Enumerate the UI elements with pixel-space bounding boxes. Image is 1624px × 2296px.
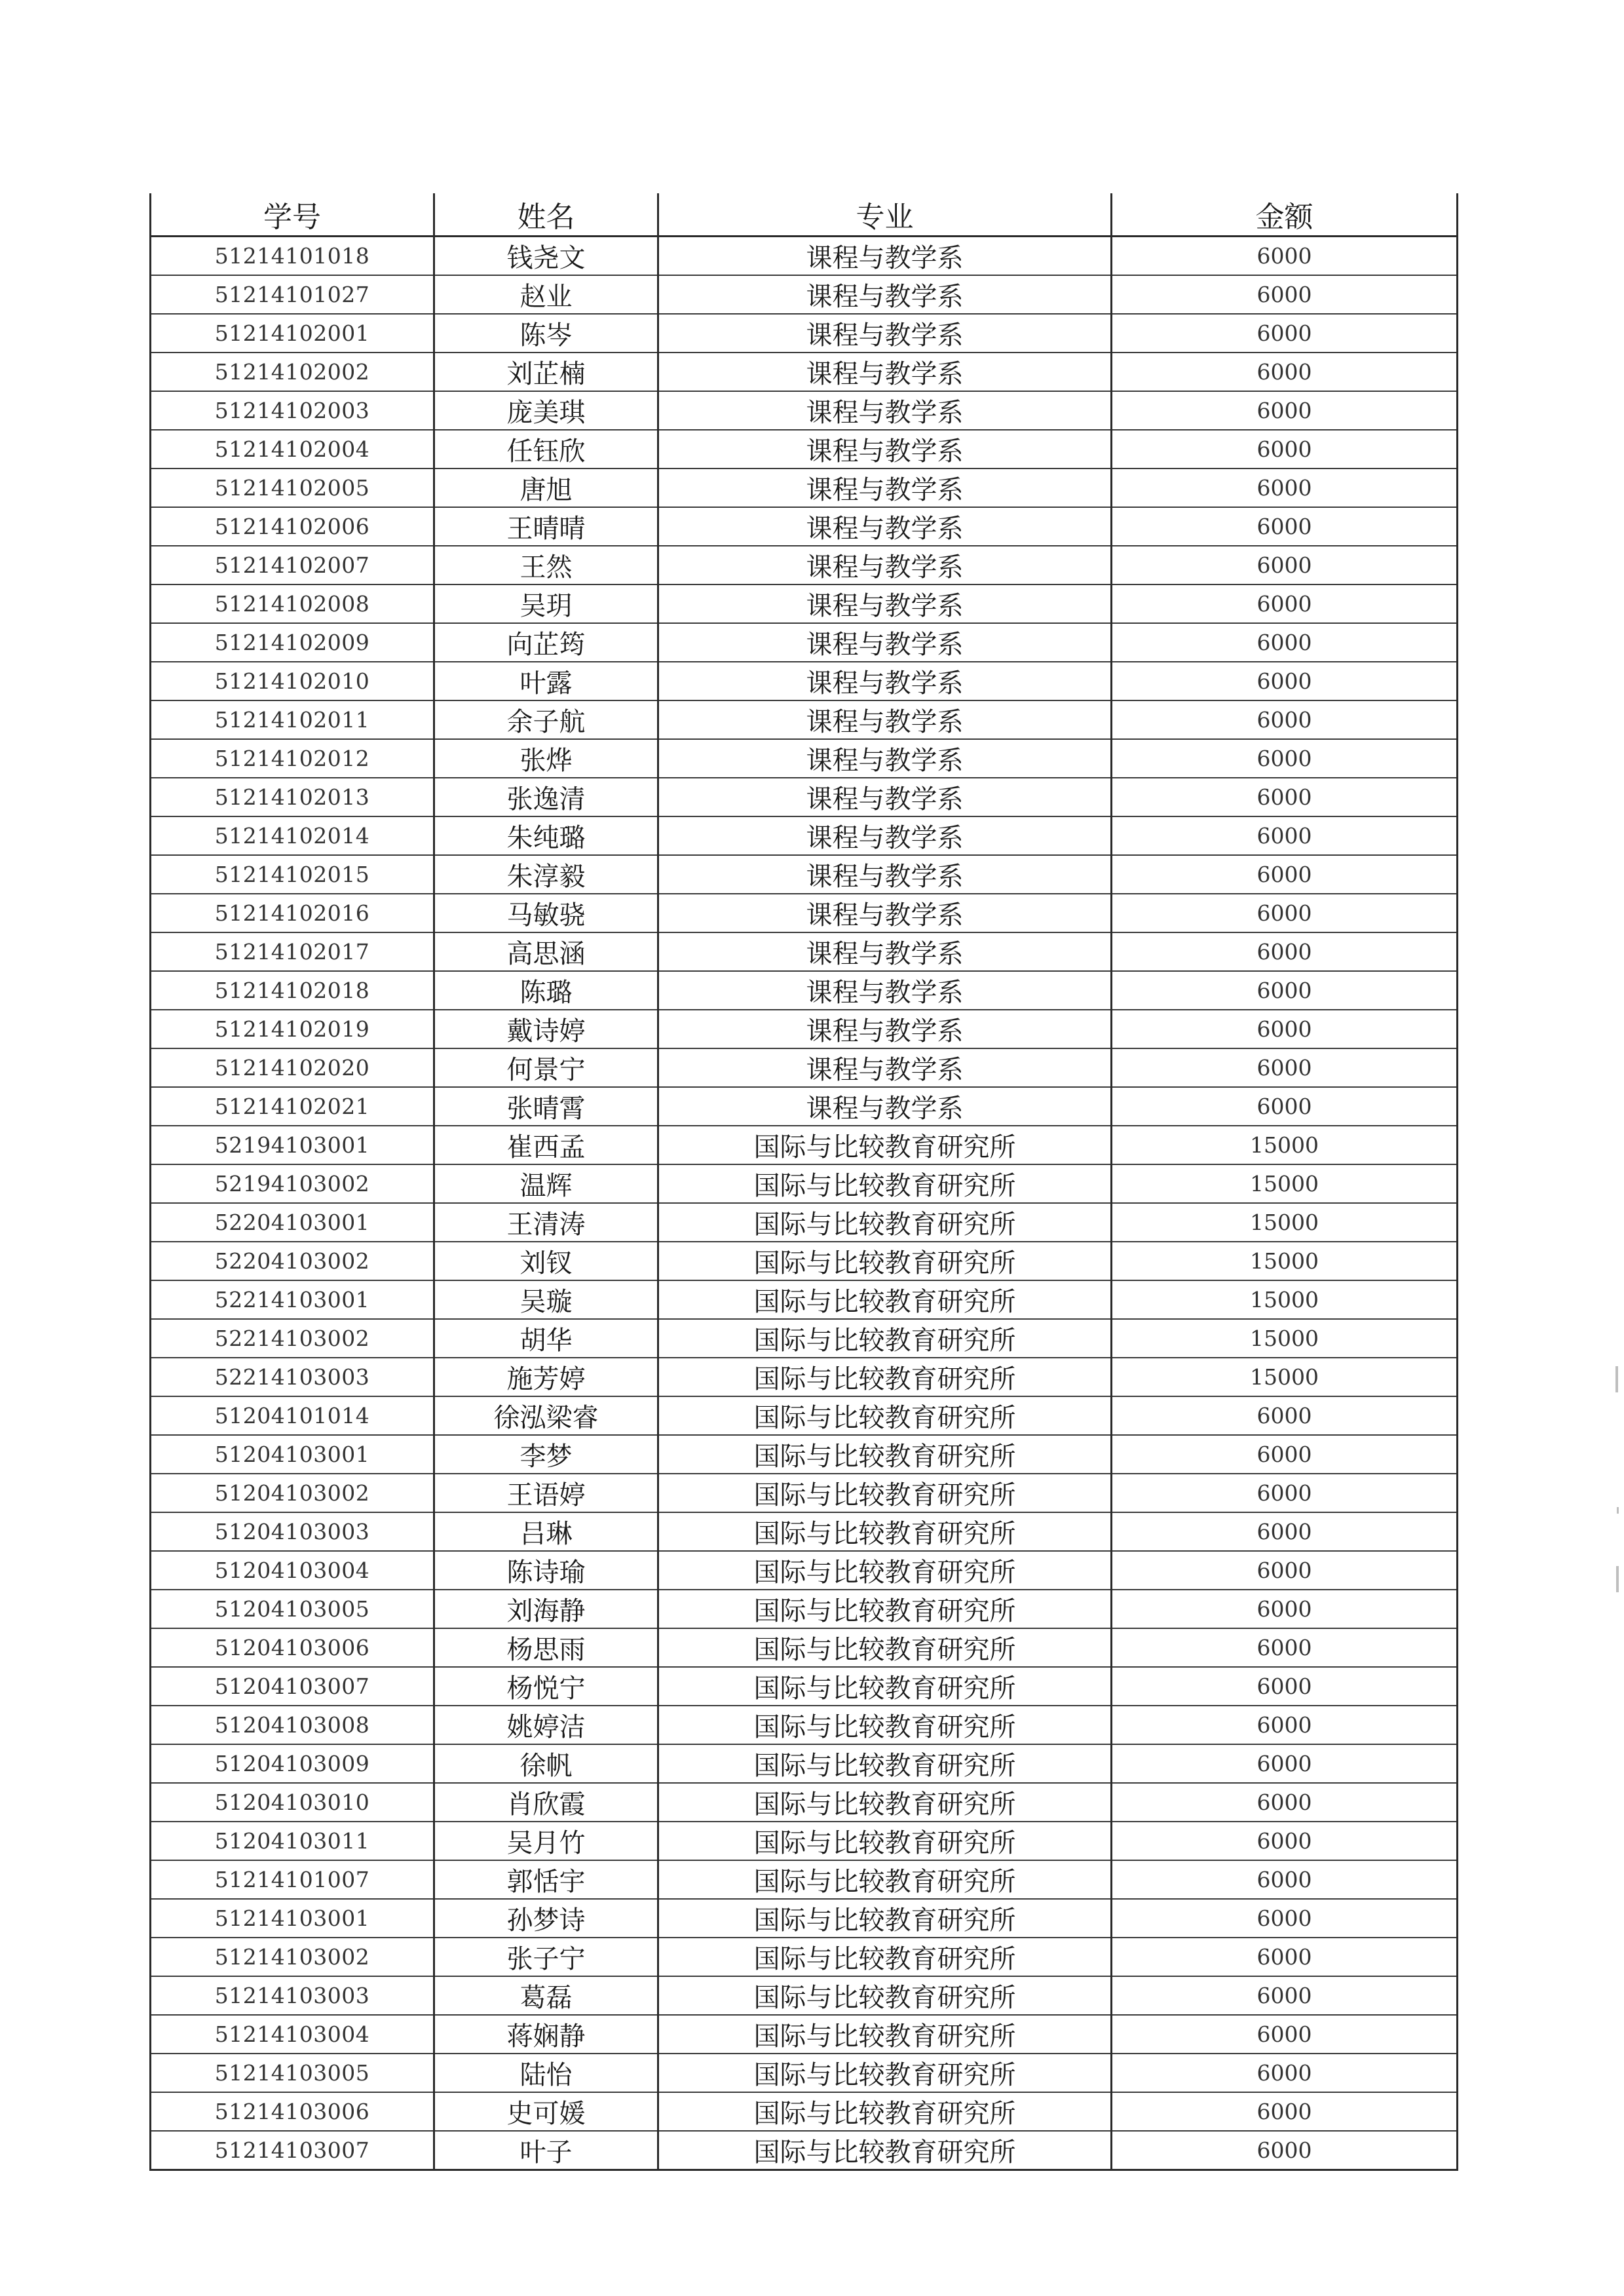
student-id-cell: 51214102009 [151,623,434,662]
table-row [151,1319,1458,1358]
student-id-cell: 51214102017 [151,932,434,971]
table-row [151,1938,1458,1976]
major-cell: 国际与比较教育研究所 [658,1280,1112,1319]
student-name-cell: 任钰欣 [434,430,658,469]
student-id-cell: 51214103001 [151,1899,434,1938]
table-row [151,1164,1458,1203]
amount-cell: 15000 [1112,1164,1458,1203]
amount-cell: 6000 [1112,469,1458,507]
student-id-cell: 51204103003 [151,1512,434,1551]
student-name-cell: 吴月竹 [434,1822,658,1860]
table-row [151,1242,1458,1280]
amount-cell: 6000 [1112,353,1458,391]
table-row [151,1783,1458,1822]
amount-cell: 6000 [1112,1976,1458,2015]
amount-cell: 6000 [1112,546,1458,584]
amount-cell: 15000 [1112,1126,1458,1164]
amount-cell: 6000 [1112,314,1458,353]
student-id-cell: 51204103010 [151,1783,434,1822]
amount-cell: 6000 [1112,1783,1458,1822]
major-cell: 国际与比较教育研究所 [658,1976,1112,2015]
table-row [151,855,1458,894]
major-cell: 国际与比较教育研究所 [658,1783,1112,1822]
student-id-cell: 51214102015 [151,855,434,894]
student-id-cell: 51214102018 [151,971,434,1010]
major-cell: 国际与比较教育研究所 [658,1512,1112,1551]
major-cell: 课程与教学系 [658,778,1112,816]
student-id-cell: 51204103002 [151,1474,434,1512]
amount-cell: 6000 [1112,1435,1458,1474]
scan-mark [1617,1507,1619,1514]
student-name-cell: 崔西孟 [434,1126,658,1164]
amount-cell: 6000 [1112,816,1458,855]
amount-cell: 6000 [1112,1628,1458,1667]
table-row [151,469,1458,507]
amount-cell: 6000 [1112,1087,1458,1126]
student-name-cell: 唐旭 [434,469,658,507]
table-row [151,1087,1458,1126]
major-cell: 国际与比较教育研究所 [658,1667,1112,1706]
table-row [151,894,1458,932]
student-name-cell: 高思涵 [434,932,658,971]
student-name-cell: 陆怡 [434,2054,658,2092]
student-name-cell: 徐泓梁睿 [434,1396,658,1435]
student-name-cell: 吴玥 [434,584,658,623]
major-cell: 课程与教学系 [658,507,1112,546]
student-id-cell: 51214103003 [151,1976,434,2015]
major-cell: 国际与比较教育研究所 [658,1706,1112,1744]
major-cell: 课程与教学系 [658,739,1112,778]
student-name-cell: 吴璇 [434,1280,658,1319]
student-id-cell: 51214101027 [151,275,434,314]
amount-cell: 6000 [1112,662,1458,700]
major-cell: 国际与比较教育研究所 [658,1551,1112,1590]
student-id-cell: 51214103006 [151,2092,434,2131]
major-cell: 国际与比较教育研究所 [658,1319,1112,1358]
student-name-cell: 朱纯璐 [434,816,658,855]
table-body [151,237,1458,2170]
table-row [151,314,1458,353]
student-name-cell: 陈璐 [434,971,658,1010]
major-cell: 课程与教学系 [658,971,1112,1010]
major-cell: 课程与教学系 [658,430,1112,469]
header-name: 姓名 [434,193,658,237]
amount-cell: 6000 [1112,1667,1458,1706]
student-id-cell: 51214102014 [151,816,434,855]
header-row [151,193,1458,237]
major-cell: 课程与教学系 [658,469,1112,507]
student-id-cell: 51214102012 [151,739,434,778]
student-id-cell: 51204103006 [151,1628,434,1667]
major-cell: 国际与比较教育研究所 [658,2131,1112,2170]
student-id-cell: 52214103001 [151,1280,434,1319]
student-name-cell: 马敏骁 [434,894,658,932]
major-cell: 国际与比较教育研究所 [658,1860,1112,1899]
student-name-cell: 朱淳毅 [434,855,658,894]
major-cell: 国际与比较教育研究所 [658,1164,1112,1203]
student-name-cell: 孙梦诗 [434,1899,658,1938]
major-cell: 课程与教学系 [658,1010,1112,1048]
student-name-cell: 吕琳 [434,1512,658,1551]
student-name-cell: 李梦 [434,1435,658,1474]
table-row [151,816,1458,855]
student-id-cell: 51204103007 [151,1667,434,1706]
major-cell: 国际与比较教育研究所 [658,1358,1112,1396]
student-id-cell: 51214102013 [151,778,434,816]
scan-mark [1616,1566,1619,1592]
amount-cell: 6000 [1112,275,1458,314]
table-row [151,2054,1458,2092]
major-cell: 课程与教学系 [658,623,1112,662]
student-id-cell: 51214102020 [151,1048,434,1087]
student-name-cell: 郭恬宇 [434,1860,658,1899]
table-row [151,275,1458,314]
table-row [151,1860,1458,1899]
amount-cell: 6000 [1112,2015,1458,2054]
major-cell: 课程与教学系 [658,237,1112,276]
amount-cell: 6000 [1112,1899,1458,1938]
student-name-cell: 史可媛 [434,2092,658,2131]
table-row [151,584,1458,623]
student-id-cell: 51214102005 [151,469,434,507]
major-cell: 课程与教学系 [658,584,1112,623]
student-name-cell: 肖欣霞 [434,1783,658,1822]
amount-cell: 6000 [1112,2054,1458,2092]
table-row [151,778,1458,816]
student-name-cell: 张子宁 [434,1938,658,1976]
table-row [151,2131,1458,2170]
student-name-cell: 庞美琪 [434,391,658,430]
student-name-cell: 杨思雨 [434,1628,658,1667]
major-cell: 国际与比较教育研究所 [658,1590,1112,1628]
table-row [151,1628,1458,1667]
table-row [151,1551,1458,1590]
student-name-cell: 戴诗婷 [434,1010,658,1048]
amount-cell: 6000 [1112,1822,1458,1860]
table-row [151,1667,1458,1706]
table-header [151,193,1458,237]
major-cell: 国际与比较教育研究所 [658,1822,1112,1860]
table-row [151,1203,1458,1242]
major-cell: 国际与比较教育研究所 [658,1396,1112,1435]
table-row [151,1590,1458,1628]
student-name-cell: 何景宁 [434,1048,658,1087]
table-row [151,353,1458,391]
student-id-cell: 51214102002 [151,353,434,391]
amount-cell: 6000 [1112,1512,1458,1551]
major-cell: 课程与教学系 [658,391,1112,430]
amount-cell: 6000 [1112,1551,1458,1590]
student-id-cell: 51214102007 [151,546,434,584]
student-name-cell: 葛磊 [434,1976,658,2015]
amount-cell: 15000 [1112,1319,1458,1358]
student-name-cell: 胡华 [434,1319,658,1358]
student-name-cell: 余子航 [434,700,658,739]
amount-cell: 6000 [1112,778,1458,816]
amount-cell: 6000 [1112,700,1458,739]
student-id-cell: 51214101007 [151,1860,434,1899]
major-cell: 课程与教学系 [658,932,1112,971]
table-row [151,1474,1458,1512]
major-cell: 国际与比较教育研究所 [658,1628,1112,1667]
student-id-cell: 51214102011 [151,700,434,739]
major-cell: 课程与教学系 [658,700,1112,739]
amount-cell: 6000 [1112,391,1458,430]
student-id-cell: 51214102006 [151,507,434,546]
student-name-cell: 王晴晴 [434,507,658,546]
table-row [151,1512,1458,1551]
student-id-cell: 51204103005 [151,1590,434,1628]
amount-cell: 6000 [1112,1474,1458,1512]
major-cell: 课程与教学系 [658,894,1112,932]
table-row [151,1744,1458,1783]
header-major: 专业 [658,193,1112,237]
student-id-cell: 52204103002 [151,1242,434,1280]
table-row [151,932,1458,971]
amount-cell: 6000 [1112,739,1458,778]
major-cell: 课程与教学系 [658,1087,1112,1126]
table-row [151,2015,1458,2054]
table-row [151,1126,1458,1164]
amount-cell: 6000 [1112,894,1458,932]
student-name-cell: 张晴霄 [434,1087,658,1126]
student-id-cell: 52214103002 [151,1319,434,1358]
student-id-cell: 51214103007 [151,2131,434,2170]
scan-mark [1615,1366,1618,1392]
student-name-cell: 向芷筠 [434,623,658,662]
student-id-cell: 51214102004 [151,430,434,469]
student-id-cell: 51204103004 [151,1551,434,1590]
student-id-cell: 51204103008 [151,1706,434,1744]
student-id-cell: 51214101018 [151,237,434,276]
major-cell: 国际与比较教育研究所 [658,2092,1112,2131]
amount-cell: 6000 [1112,623,1458,662]
student-name-cell: 赵业 [434,275,658,314]
student-id-cell: 51204101014 [151,1396,434,1435]
table-row [151,1010,1458,1048]
table-row [151,2092,1458,2131]
amount-cell: 6000 [1112,2131,1458,2170]
student-id-cell: 51214102010 [151,662,434,700]
table-row [151,1358,1458,1396]
amount-cell: 6000 [1112,1590,1458,1628]
table-row [151,1048,1458,1087]
amount-cell: 6000 [1112,971,1458,1010]
student-name-cell: 蒋娴静 [434,2015,658,2054]
student-name-cell: 叶露 [434,662,658,700]
student-name-cell: 王语婷 [434,1474,658,1512]
table-row [151,391,1458,430]
amount-cell: 6000 [1112,237,1458,276]
table-row [151,1435,1458,1474]
amount-cell: 6000 [1112,584,1458,623]
student-name-cell: 叶子 [434,2131,658,2170]
major-cell: 国际与比较教育研究所 [658,1435,1112,1474]
major-cell: 国际与比较教育研究所 [658,1242,1112,1280]
student-id-cell: 52194103001 [151,1126,434,1164]
table-row [151,1280,1458,1319]
student-name-cell: 刘芷楠 [434,353,658,391]
student-name-cell: 张逸清 [434,778,658,816]
table-row [151,1976,1458,2015]
table-row [151,1899,1458,1938]
student-name-cell: 陈岑 [434,314,658,353]
major-cell: 国际与比较教育研究所 [658,1938,1112,1976]
table-row [151,237,1458,276]
table-row [151,971,1458,1010]
amount-cell: 6000 [1112,507,1458,546]
student-id-cell: 51204103011 [151,1822,434,1860]
amount-cell: 6000 [1112,855,1458,894]
student-name-cell: 张烨 [434,739,658,778]
table-row [151,739,1458,778]
amount-cell: 15000 [1112,1242,1458,1280]
student-name-cell: 钱尧文 [434,237,658,276]
major-cell: 国际与比较教育研究所 [658,1203,1112,1242]
amount-cell: 6000 [1112,1744,1458,1783]
amount-cell: 6000 [1112,1396,1458,1435]
student-name-cell: 杨悦宁 [434,1667,658,1706]
student-name-cell: 徐帆 [434,1744,658,1783]
amount-cell: 15000 [1112,1358,1458,1396]
major-cell: 课程与教学系 [658,275,1112,314]
table-row [151,430,1458,469]
amount-cell: 15000 [1112,1203,1458,1242]
amount-cell: 6000 [1112,1860,1458,1899]
major-cell: 国际与比较教育研究所 [658,2054,1112,2092]
student-id-cell: 52204103001 [151,1203,434,1242]
student-id-cell: 51214103004 [151,2015,434,2054]
major-cell: 国际与比较教育研究所 [658,1744,1112,1783]
table-row [151,1396,1458,1435]
header-student-id: 学号 [151,193,434,237]
amount-cell: 6000 [1112,1010,1458,1048]
student-id-cell: 51214102008 [151,584,434,623]
major-cell: 课程与教学系 [658,546,1112,584]
student-name-cell: 姚婷洁 [434,1706,658,1744]
amount-cell: 6000 [1112,2092,1458,2131]
student-name-cell: 王清涛 [434,1203,658,1242]
student-id-cell: 52214103003 [151,1358,434,1396]
student-name-cell: 施芳婷 [434,1358,658,1396]
major-cell: 国际与比较教育研究所 [658,2015,1112,2054]
amount-cell: 6000 [1112,430,1458,469]
major-cell: 课程与教学系 [658,816,1112,855]
student-name-cell: 刘海静 [434,1590,658,1628]
amount-cell: 6000 [1112,1706,1458,1744]
major-cell: 课程与教学系 [658,855,1112,894]
amount-cell: 6000 [1112,1048,1458,1087]
student-id-cell: 51214102003 [151,391,434,430]
major-cell: 课程与教学系 [658,353,1112,391]
student-name-cell: 王然 [434,546,658,584]
table-row [151,700,1458,739]
student-id-cell: 51214102021 [151,1087,434,1126]
student-id-cell: 51214102001 [151,314,434,353]
student-id-cell: 51204103001 [151,1435,434,1474]
student-id-cell: 51204103009 [151,1744,434,1783]
major-cell: 国际与比较教育研究所 [658,1126,1112,1164]
table-row [151,507,1458,546]
amount-cell: 6000 [1112,932,1458,971]
major-cell: 课程与教学系 [658,314,1112,353]
table-row [151,1822,1458,1860]
student-name-cell: 温辉 [434,1164,658,1203]
major-cell: 国际与比较教育研究所 [658,1899,1112,1938]
amount-cell: 6000 [1112,1938,1458,1976]
student-id-cell: 52194103002 [151,1164,434,1203]
major-cell: 课程与教学系 [658,662,1112,700]
student-id-cell: 51214102019 [151,1010,434,1048]
student-name-cell: 陈诗瑜 [434,1551,658,1590]
student-id-cell: 51214103002 [151,1938,434,1976]
table-row [151,623,1458,662]
table-row [151,546,1458,584]
amount-cell: 15000 [1112,1280,1458,1319]
header-amount: 金额 [1112,193,1458,237]
scholarship-table [149,193,1458,2171]
major-cell: 国际与比较教育研究所 [658,1474,1112,1512]
table-row [151,1706,1458,1744]
student-id-cell: 51214102016 [151,894,434,932]
student-id-cell: 51214103005 [151,2054,434,2092]
table-row [151,662,1458,700]
major-cell: 课程与教学系 [658,1048,1112,1087]
student-name-cell: 刘钗 [434,1242,658,1280]
